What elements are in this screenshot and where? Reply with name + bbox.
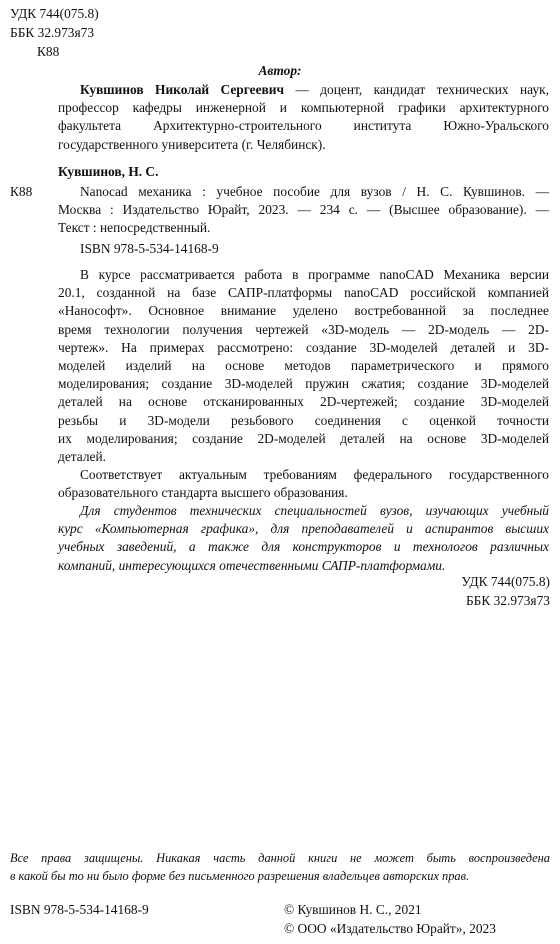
audience-line: курс «Компьютерная графика», для преподавателей и аспирантов высших [58,521,549,537]
bottom-bbk: ББК 32.973я73 [465,593,550,608]
standard-line: Соответствует актуальным требованиям федерального государственного [80,467,549,482]
rights-notice [10,849,550,885]
bib-line-3: Текст : непосредственный. [58,220,211,236]
abstract-line: чертеж». На примерах рассмотрено: создание 3D-моделей деталей и 3D- [58,339,549,355]
copyright-author: © Кувшинов Н. С., 2021 [284,902,422,917]
author-bio-line-2: профессор кафедры инженерной и компьютерной графики архитектурного [58,100,549,116]
abstract-line: деталей. [58,448,106,464]
main-author: Кувшинов, Н. С. [58,164,159,179]
author-bio-line-1 [58,81,549,99]
author-bio [58,81,549,154]
abstract-line: В курсе рассматривается работа в программе nanoCAD Механика версии [80,267,549,282]
audience-line: компаний, интересующихся отечественными САПР-платформами. [58,557,446,573]
author-name: Кувшинов Николай Сергеевич [80,82,285,97]
abstract-line: резьбы и 3D-модели резьбового соединения с оценкой точности [58,412,549,428]
standard-line: образовательного стандарта высшего образования. [58,485,348,501]
author-bio-rest: — доцент, кандидат технических наук, [295,82,549,97]
abstract-line: моделей изделий на основе методов параметрического и прямого [58,357,549,373]
copyright-publisher: © ООО «Издательство Юрайт», 2023 [284,921,496,936]
side-code: К88 [10,184,33,199]
top-bbk: ББК 32.973я73 [10,25,95,40]
audience-line: Для студентов технических специальностей вузов, изучающих учебный [80,503,549,518]
rights-line: в какой бы то ни было форме без письменного разрешения владельцев авторских прав. [10,869,470,884]
abstract-line: «Нанософт». Основное внимание уделено востребованной за последнее [58,303,549,319]
bib-line-1: Nanocad механика : учебное пособие для вузов / Н. С. Кувшинов. — [80,184,549,199]
abstract-line: время технологии получения чертежей «3D-модель — 2D-модель — 2D- [58,321,549,337]
bibliographic-record [58,183,549,238]
abstract-line: 20.1, созданной на базе САПР-платформы nanoCAD российской компанией [58,285,549,301]
author-header: Автор: [258,63,302,78]
abstract-line: деталей на основе отсканированных 2D-чертежей; создание 3D-моделей [58,394,549,410]
rights-line: Все права защищены. Никакая часть данной книги не может быть воспроизведена [10,851,550,865]
author-bio-line-4: государственного университета (г. Челябинск). [58,136,326,152]
abstract [58,266,549,466]
top-code: К88 [37,44,60,59]
top-udk: УДК 744(075.8) [10,6,99,21]
bib-line-2: Москва : Издательство Юрайт, 2023. — 234 с. — (Высшее образование). — [58,202,549,218]
author-bio-line-3: факультета Архитектурно-строительного института Южно-Уральского [58,118,549,134]
standard-note [58,466,549,502]
footer-isbn: ISBN 978-5-534-14168-9 [10,902,149,917]
isbn: ISBN 978-5-534-14168-9 [80,241,219,256]
audience-note [58,502,549,575]
abstract-line: моделирования; создание 3D-моделей пружин сжатия; создание 3D-моделей [58,376,549,392]
audience-line: учебных заведений, а также для конструкторов и технологов различных [58,539,549,555]
abstract-line: их моделирования; создание 2D-моделей деталей на основе 3D-моделей [58,430,549,446]
bottom-udk: УДК 744(075.8) [461,574,550,589]
